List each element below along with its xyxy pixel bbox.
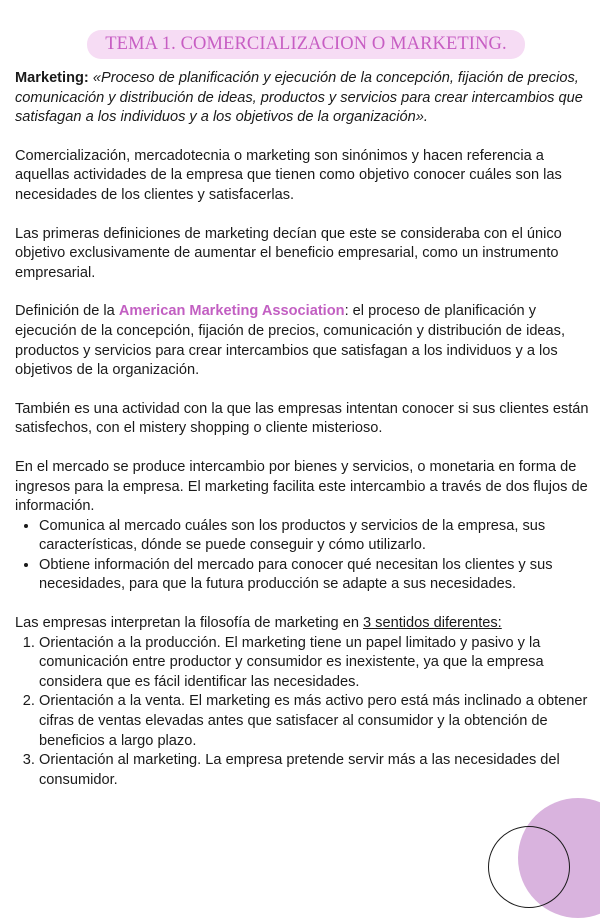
paragraph-mercado: En el mercado se produce intercambio por bienes y servicios, o monetaria en forma de ingresos para la empresa. El marketing facilita este intercambio a través de dos flujos de información. xyxy=(15,458,588,515)
ama-text: : el proceso de planificación y ejecución de la concepción, fijación de precios, comunicación y distribución de ideas, productos y servicios para crear intercambios que satisfagan a los individuos y a los objetivos de la organización. xyxy=(15,303,566,379)
list-item: • Obtiene información del mercado para conocer qué necesitan los clientes y sus necesidades, para que la futura producción se adapte a sus necesidades. xyxy=(39,556,597,595)
sentidos-list xyxy=(15,634,597,791)
paragraph-sinonimos: Comercialización, mercadotecnia o marketing son sinónimos y hacen referencia a aquellas actividades de la empresa que tienen como objetivo conocer cuáles son las necesidades de los clientes y satisfacerlas. xyxy=(15,147,562,203)
marketing-definition xyxy=(15,69,597,128)
list-item: 3. Orientación al marketing. La empresa pretende servir más a las necesidades del consumidor. xyxy=(39,751,597,790)
paragraph-sentidos-intro xyxy=(15,614,597,634)
definition-quote: «Proceso de planificación y ejecución de la concepción, fijación de precios, comunicación y distribución de ideas, productos y servicios para crear intercambios que satisfagan a los individuos y a los objetivos de la organización». xyxy=(15,70,583,126)
definition-label: Marketing: xyxy=(15,70,89,86)
sentidos-intro-text: Las empresas interpretan la filosofía de marketing en xyxy=(15,615,364,632)
ama-name: American Marketing Association xyxy=(118,303,345,320)
list-item: 2. Orientación a la venta. El marketing es más activo pero está más inclinado a obtener cifras de ventas elevadas antes que satisfacer al consumidor y la obtención de beneficios a largo plazo. xyxy=(39,692,597,751)
list-item: 1. Orientación a la producción. El marketing tiene un papel limitado y pasivo y la comunicación entre productor y consumidor es inexistente, ya que la empresa considera que es fácil identificar las necesidades. xyxy=(39,634,597,693)
ama-prefix: Definición de la xyxy=(15,303,119,320)
paragraph-ama-definition xyxy=(15,302,597,380)
document-page xyxy=(15,30,597,809)
list-item: • Comunica al mercado cuáles son los productos y servicios de la empresa, sus características, dónde se puede conseguir y cómo utilizarlo. xyxy=(39,517,597,556)
page-title: TEMA 1. COMERCIALIZACION O MARKETING. xyxy=(87,30,524,59)
decorative-ring xyxy=(488,826,570,908)
paragraph-primeras-definiciones: Las primeras definiciones de marketing decían que este se consideraba con el único objetivo exclusivamente de aumentar el beneficio empresarial, como un instrumento empresarial. xyxy=(15,225,562,281)
paragraph-mistery-shopping: También es una actividad con la que las empresas intentan conocer si sus clientes están satisfechos, con el mistery shopping o cliente misterioso. xyxy=(15,400,589,437)
flujos-list xyxy=(15,517,597,595)
sentidos-underlined: 3 sentidos diferentes: xyxy=(363,615,502,632)
